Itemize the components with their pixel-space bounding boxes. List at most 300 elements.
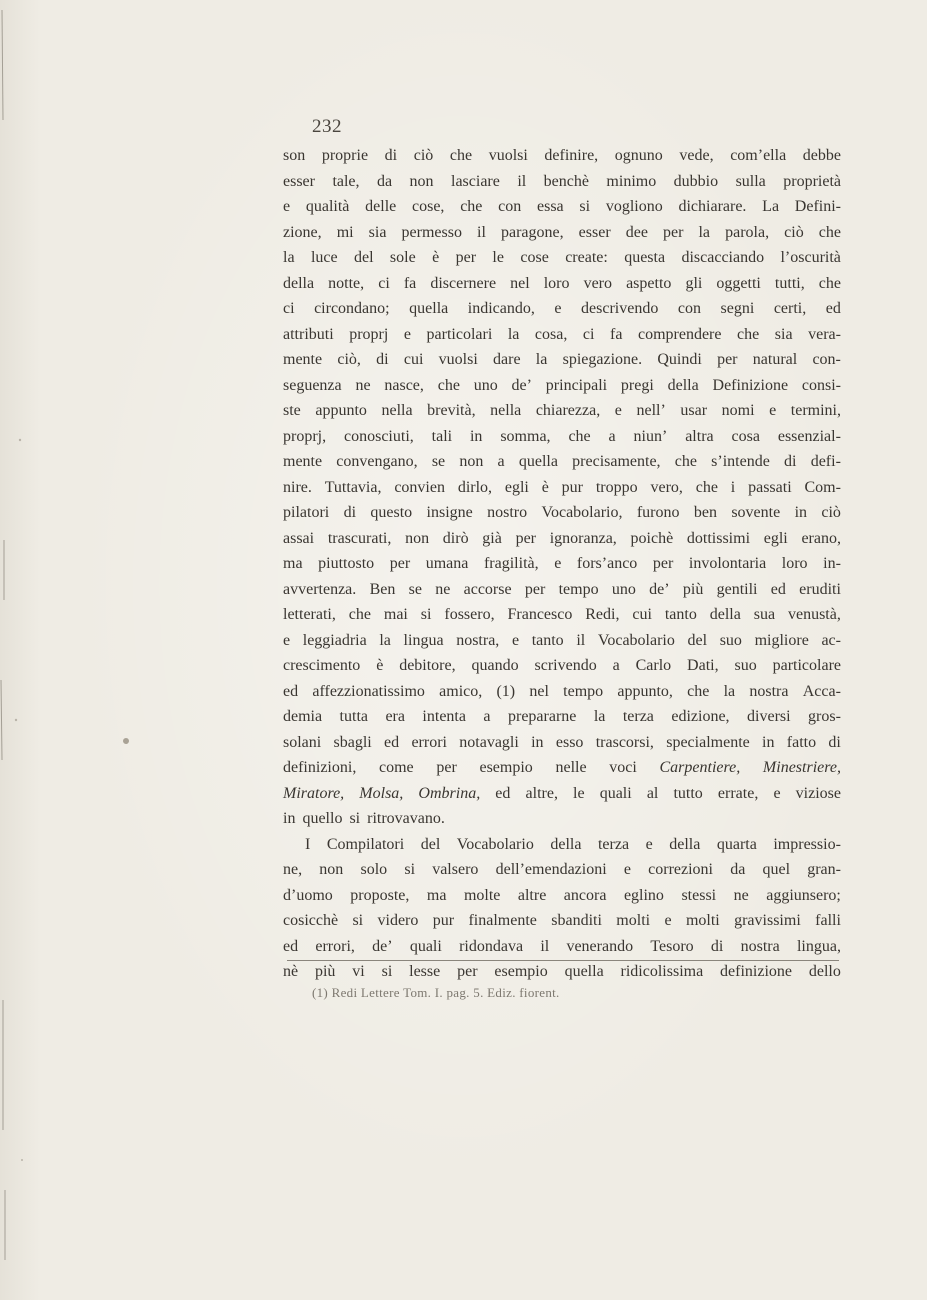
word: e (773, 784, 781, 802)
text-line (283, 322, 841, 348)
word: Compilatori (326, 835, 405, 853)
word: che (674, 453, 697, 470)
word: dee (625, 223, 648, 241)
word: quella (409, 300, 449, 317)
word: dell’emendazioni (495, 861, 607, 878)
word: definizioni, (283, 759, 357, 776)
word: ma (426, 886, 447, 904)
word: esempio (479, 759, 533, 776)
word: pur (432, 912, 455, 929)
word: ed (283, 682, 299, 700)
word: Molsa, (359, 784, 404, 802)
word: Com- (804, 478, 841, 496)
word: falli (815, 912, 841, 929)
word: eruditi (799, 580, 841, 598)
word: già (482, 529, 502, 547)
word: gentili (716, 580, 758, 598)
word: ciò (821, 504, 841, 521)
word: il (517, 172, 527, 190)
word: convien (394, 478, 445, 496)
text-line (283, 398, 841, 424)
word: luce (310, 249, 338, 266)
word: fa (403, 274, 417, 292)
word: la (698, 223, 711, 241)
word: e (283, 198, 291, 215)
word: di (828, 733, 841, 751)
word: dare (493, 351, 521, 368)
word: è (432, 249, 440, 266)
word: la (723, 682, 736, 700)
word: quello (302, 810, 343, 827)
word: era (385, 708, 405, 725)
text-line (283, 169, 841, 195)
word: eglino (623, 886, 664, 904)
text-line (283, 883, 841, 909)
word: proprj (349, 325, 389, 343)
text-line (283, 424, 841, 450)
word: umana (425, 555, 469, 572)
word: esser (283, 172, 315, 190)
word: nomi (721, 402, 755, 419)
word: Vocabolario, (541, 504, 623, 521)
word: erano, (801, 529, 841, 547)
word: intenta (422, 708, 466, 725)
page-edge-stains (0, 0, 30, 1300)
word: di (376, 351, 389, 368)
word: la (593, 708, 606, 725)
word: precisamente, (572, 453, 661, 470)
word: sovente (731, 504, 781, 521)
word: parola, (725, 223, 770, 241)
word: che (568, 427, 591, 445)
word: pregi (620, 376, 654, 394)
word: quella (564, 963, 604, 980)
word: nè (283, 963, 299, 980)
word: tanto (531, 631, 564, 649)
word: i (730, 478, 736, 496)
word: quando (471, 657, 519, 674)
word: della (669, 835, 701, 853)
word: videro (377, 912, 419, 929)
word: errate, (717, 784, 759, 802)
word: e (554, 555, 562, 572)
text-line (283, 245, 841, 271)
word: per (389, 555, 411, 572)
word: Definizione (712, 376, 789, 394)
text-line (283, 934, 841, 960)
word: vuolsi (488, 147, 528, 164)
word: venustà, (787, 606, 841, 623)
word: indicando, (467, 300, 535, 317)
word: crescimento (283, 657, 361, 674)
word: son (283, 147, 306, 164)
text-line (283, 271, 841, 297)
word: per (457, 963, 478, 980)
word: trascurati, (327, 529, 392, 547)
word: più (314, 963, 336, 980)
word: debbe (802, 147, 841, 164)
word: amico, (439, 682, 483, 700)
word: questa (624, 249, 666, 266)
word: viziose (795, 784, 841, 802)
word: gros- (808, 708, 841, 725)
word: per (524, 580, 546, 598)
word: pur (561, 478, 583, 496)
word: ste (283, 402, 301, 419)
word: questo (370, 504, 413, 521)
word: Tuttavia, (324, 478, 382, 496)
word: proprietà (783, 172, 841, 190)
word: lasciare (451, 172, 500, 190)
paper-spot (123, 738, 129, 744)
text-line (283, 500, 841, 526)
word: ne (733, 886, 749, 904)
word: discacciando (681, 249, 765, 266)
word: ed (770, 580, 786, 598)
word: Defini- (794, 198, 841, 215)
word: passati (748, 478, 792, 496)
word: sia (774, 325, 793, 343)
text-line (283, 551, 841, 577)
word: consi- (801, 376, 841, 394)
word: esso (555, 733, 584, 751)
word: e (645, 835, 653, 853)
word: aspetto (626, 274, 672, 292)
word: con (677, 300, 701, 317)
word: ed (825, 300, 841, 317)
word: affezzionatissimo (312, 682, 425, 700)
word: che (460, 198, 483, 215)
word: proprie (321, 147, 369, 164)
word: assai (283, 529, 315, 547)
word: chiarezza, (535, 402, 601, 419)
word: della (709, 606, 741, 623)
word: seguenza (283, 376, 342, 394)
word: dirò (442, 529, 469, 547)
word: nella (490, 402, 522, 419)
word: ne (435, 580, 451, 598)
word: come (379, 759, 414, 776)
word: Minestriere, (762, 759, 841, 776)
word: nostro (487, 504, 528, 521)
word: la (507, 325, 520, 343)
word: egli (504, 478, 529, 496)
word: terza (622, 708, 654, 725)
word: quel (762, 861, 791, 878)
text-line (283, 449, 841, 475)
word: ognuno (614, 147, 663, 164)
word: ridicolissima (620, 963, 704, 980)
word: gli (685, 274, 703, 292)
word: notavagli (459, 733, 519, 751)
word: zione, (283, 223, 322, 241)
word: avvertenza. (283, 580, 357, 598)
word: altre (517, 886, 547, 904)
word: a (612, 657, 620, 674)
word: tanto (664, 606, 697, 623)
word: ma (283, 555, 303, 572)
word: tutta (339, 708, 368, 725)
word: poichè (630, 529, 674, 547)
word: cose, (412, 198, 445, 215)
word: trascorsi, (595, 733, 654, 751)
word: essenzial- (777, 427, 841, 445)
word: che (348, 606, 371, 623)
word: quali (599, 784, 632, 802)
word: conosciuti, (344, 427, 414, 445)
word: ciò (413, 147, 434, 164)
word: ci (378, 274, 390, 292)
text-line (283, 679, 841, 705)
word: se (431, 453, 446, 470)
word: I (305, 835, 311, 853)
word: errori, (315, 937, 355, 955)
word: involontaria (688, 555, 767, 572)
word: e (664, 912, 672, 929)
word: molti (685, 912, 720, 929)
word: uno (473, 376, 498, 394)
word: in (794, 504, 808, 521)
word: ridondava (459, 937, 524, 955)
word: qualità (305, 198, 350, 215)
text-line (283, 832, 841, 858)
word: ancora (563, 886, 607, 904)
word: tutto (673, 784, 703, 802)
text-line (283, 143, 841, 169)
word: Vocabolario (597, 631, 675, 649)
word: lingua, (796, 937, 841, 955)
word: esser (578, 223, 611, 241)
word: il (477, 223, 486, 241)
word: e (769, 402, 777, 419)
word: ci (582, 325, 595, 343)
word: si (579, 198, 591, 215)
text-line (283, 806, 841, 832)
word: molti (616, 912, 651, 929)
text-line (283, 755, 841, 781)
word: ritrovavano. (367, 810, 445, 827)
word: cui (403, 351, 424, 368)
word: debitore, (399, 657, 456, 674)
word: sbanditi (551, 912, 602, 929)
word: proprj, (283, 427, 327, 445)
word: che (437, 376, 460, 394)
word: particolare (772, 657, 841, 674)
word: il (576, 631, 586, 649)
word: sbagli (333, 733, 372, 751)
word: usar (680, 402, 708, 419)
word: paragone, (500, 223, 564, 241)
word: nell’ (636, 402, 666, 419)
word: a (497, 453, 505, 470)
word: diversi (747, 708, 791, 725)
word: quella (518, 453, 558, 470)
word: non (409, 172, 434, 190)
word: la (283, 249, 295, 266)
text-line (283, 730, 841, 756)
word: ci (283, 300, 295, 317)
word: dichiarare. (678, 198, 747, 215)
word: da (376, 172, 393, 190)
word: mi (336, 223, 354, 241)
word: dottissimi (686, 529, 751, 547)
word: mente (283, 453, 323, 470)
word: vero (583, 274, 613, 292)
word: suo (734, 657, 757, 674)
word: esempio (494, 963, 548, 980)
word: ed (384, 733, 400, 751)
word: benchè (543, 172, 589, 190)
word: vogliono (605, 198, 663, 215)
word: la (535, 351, 548, 368)
word: accorse (463, 580, 512, 598)
word: sulla (735, 172, 766, 190)
word: in (531, 733, 544, 751)
word: a (608, 427, 616, 445)
word: con (498, 198, 522, 215)
word: de’ (372, 937, 393, 955)
word: che (737, 325, 760, 343)
word: fossero, (444, 606, 495, 623)
word: cose (520, 249, 549, 266)
word: molte (463, 886, 501, 904)
word: notte, (328, 274, 365, 292)
word: attributi (283, 325, 334, 343)
word: dello (808, 963, 841, 980)
word: vero, (650, 478, 683, 496)
word: prepararne (507, 708, 577, 725)
word: del (353, 249, 374, 266)
word: nel (529, 682, 549, 700)
word: solani (283, 733, 322, 751)
word: dirlo, (457, 478, 493, 496)
word: Miratore, (283, 784, 345, 802)
word: cosicchè (283, 912, 339, 929)
word: vuolsi (438, 351, 478, 368)
word: sia (368, 223, 387, 241)
word: altra (685, 427, 714, 445)
word: piuttosto (318, 555, 375, 572)
word: che (449, 147, 473, 164)
word: della (667, 376, 699, 394)
word: della (283, 274, 315, 292)
word: finalmente (468, 912, 537, 929)
word: che (818, 223, 841, 241)
word: Carlo (635, 657, 672, 674)
word: quarta (716, 835, 757, 853)
word: solo (360, 861, 388, 878)
text-line (283, 296, 841, 322)
word: troppo (595, 478, 638, 496)
word: definizione (720, 963, 793, 980)
word: cosa, (534, 325, 568, 343)
word: in- (823, 555, 841, 572)
word: in (283, 810, 296, 827)
word: valsero (432, 861, 479, 878)
word: fa (609, 325, 623, 343)
word: nelle (555, 759, 587, 776)
word: proposte, (350, 886, 410, 904)
text-line (283, 908, 841, 934)
word: egli (763, 529, 788, 547)
word: fors’anco (576, 555, 638, 572)
word: si (404, 861, 416, 878)
word: ed (495, 784, 511, 802)
word: terza (597, 835, 630, 853)
word: è (541, 478, 549, 496)
word: venerando (566, 937, 634, 955)
word: essa (537, 198, 564, 215)
word: a (483, 708, 491, 725)
word: com’ella (730, 147, 787, 164)
word: suo (719, 631, 742, 649)
word: principali (545, 376, 608, 394)
word: cui (632, 606, 652, 623)
word: Redi, (585, 606, 620, 623)
word: delle (365, 198, 397, 215)
word: nella (381, 402, 413, 419)
footnote: (1) Redi Lettere Tom. I. pag. 5. Ediz. fiorent. (312, 985, 560, 1000)
word: ciò (784, 223, 804, 241)
word: nire. (283, 478, 312, 496)
word: Ben (369, 580, 396, 598)
word: la (379, 631, 391, 649)
word: tempo (558, 580, 599, 598)
word: non (459, 453, 484, 470)
word: furono (636, 504, 680, 521)
word: Vocabolario (456, 835, 534, 853)
word: e (283, 631, 291, 649)
text-line (283, 220, 841, 246)
word: con- (812, 351, 841, 368)
text-line (283, 602, 841, 628)
word: ed (283, 937, 299, 955)
word: Dati, (687, 657, 719, 674)
word: brevità, (427, 402, 476, 419)
word: scrivendo (534, 657, 597, 674)
word: niun’ (633, 427, 668, 445)
word: nostra (749, 682, 789, 700)
word: ben (693, 504, 717, 521)
word: specialmente (666, 733, 750, 751)
word: oggetti (716, 274, 761, 292)
text-line (283, 704, 841, 730)
word: loro (781, 555, 808, 572)
word: aggiunsero; (766, 886, 841, 904)
word: Carpentiere, (659, 759, 741, 776)
word: create: (565, 249, 608, 266)
word: non (405, 529, 430, 547)
word: appunto (315, 402, 367, 419)
footnote-rule (287, 960, 839, 961)
word: somma, (500, 427, 551, 445)
word: tutti, (774, 274, 805, 292)
word: fragilità, (483, 555, 539, 572)
word: sua (753, 606, 776, 623)
word: il (540, 937, 550, 955)
page-number: 232 (312, 116, 342, 137)
word: migliore (754, 631, 809, 649)
word: per (455, 249, 477, 266)
word: se (408, 580, 422, 598)
word: ignoranza, (549, 529, 617, 547)
word: particolari (426, 325, 493, 343)
word: l’oscurità (780, 249, 841, 266)
text-line (283, 653, 841, 679)
word: è (376, 657, 384, 674)
word: certi, (773, 300, 807, 317)
text-line (283, 857, 841, 883)
